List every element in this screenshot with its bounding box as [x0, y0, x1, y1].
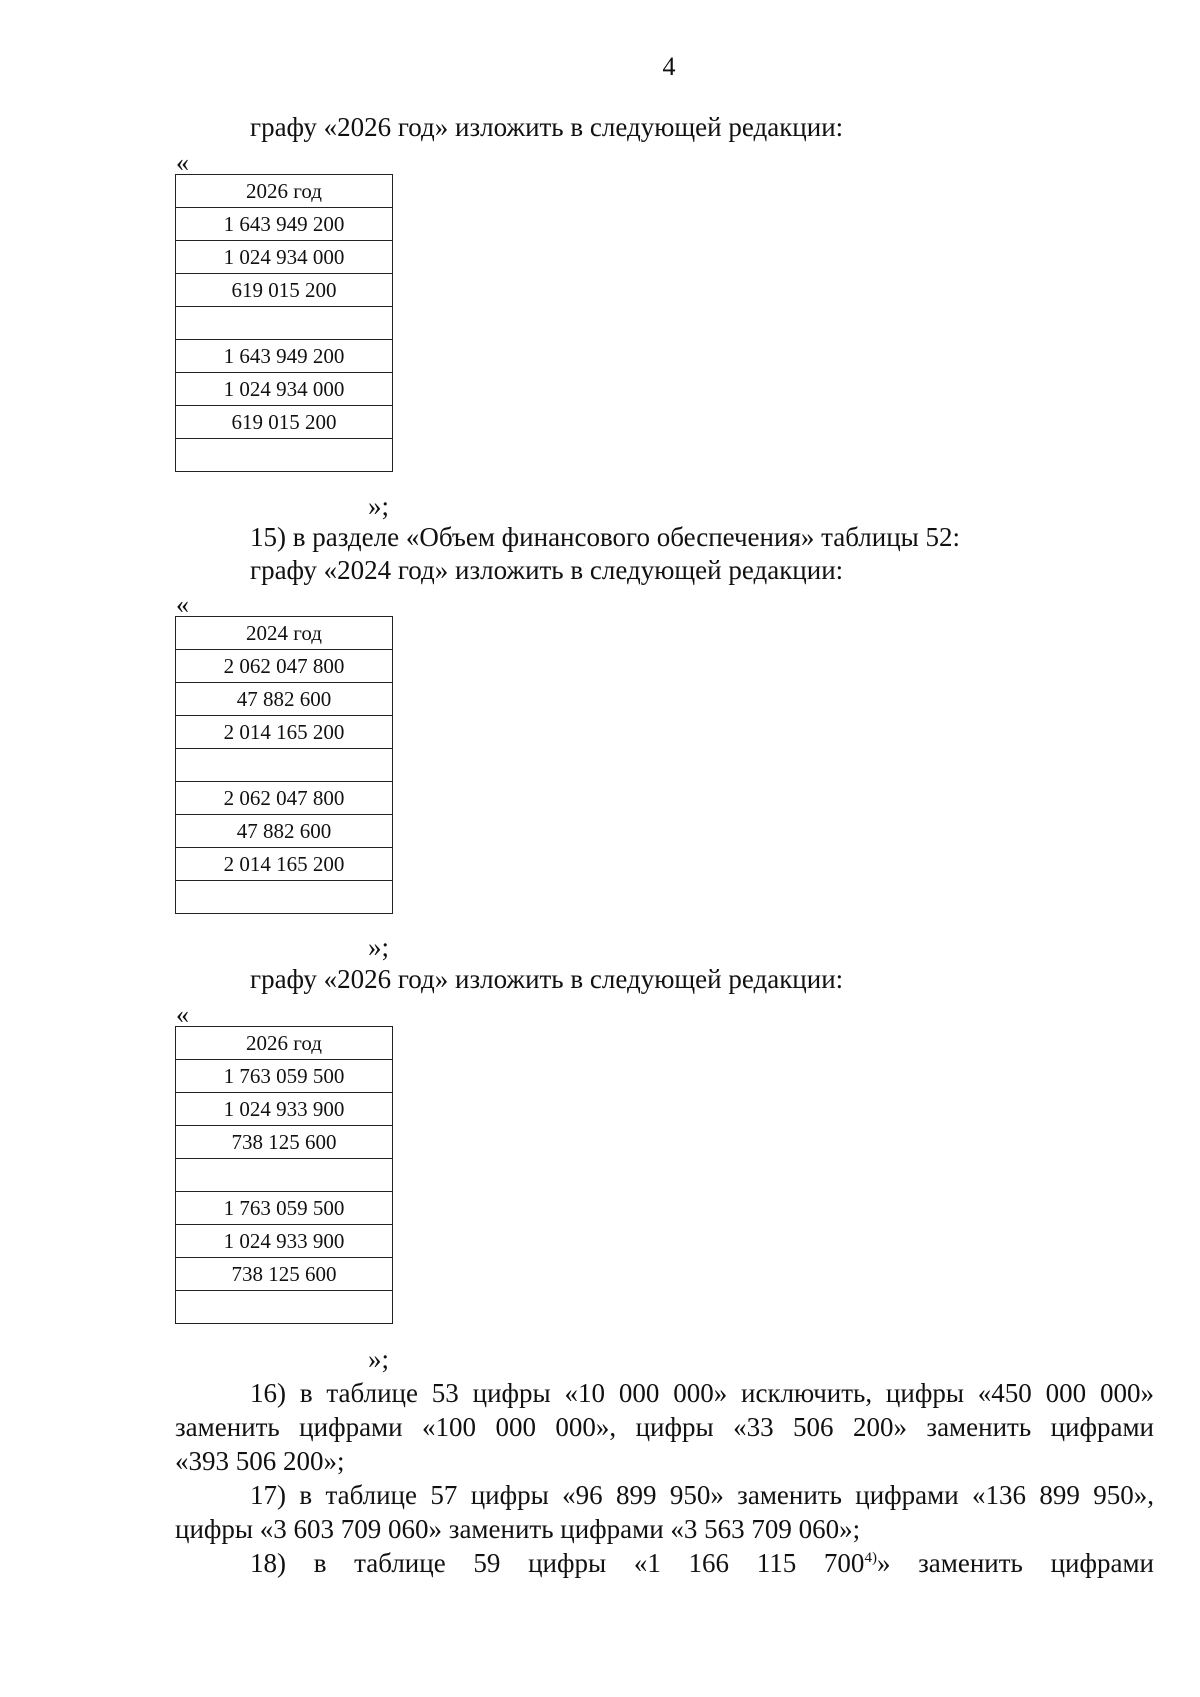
block3-cell: 1 763 059 500 [176, 1060, 393, 1093]
block1-cell [176, 439, 393, 472]
block1-cell: 1 024 934 000 [176, 373, 393, 406]
item18-part1: 18) в таблице 59 цифры «1 166 115 700 [250, 1548, 865, 1578]
item18-footnote-mark: 4) [864, 1550, 877, 1566]
block3-header-cell: 2026 год [176, 1027, 393, 1060]
block2-cell: 2 062 047 800 [176, 782, 393, 815]
block2-cell: 2 014 165 200 [176, 716, 393, 749]
block1-header-cell: 2026 год [176, 175, 393, 208]
block2-cell: 47 882 600 [176, 683, 393, 716]
item17-line2: цифры «3 603 709 060» заменить цифрами «3 563 709 060»; [175, 1514, 861, 1544]
block3-close-quote: »; [368, 1344, 390, 1374]
block1-cell: 1 024 934 000 [176, 241, 393, 274]
block2-cell: 2 062 047 800 [176, 650, 393, 683]
block2-header-cell: 2024 год [176, 617, 393, 650]
block3-cell: 1 024 933 900 [176, 1225, 393, 1258]
block3-cell: 1 024 933 900 [176, 1093, 393, 1126]
item15-line2: графу «2024 год» изложить в следующей редакции: [250, 555, 844, 585]
block1-cell: 1 643 949 200 [176, 340, 393, 373]
block3-cell: 738 125 600 [176, 1258, 393, 1291]
block1-table [175, 174, 393, 472]
block3-table [175, 1026, 393, 1324]
block2-cell: 2 014 165 200 [176, 848, 393, 881]
item18-line [250, 1546, 1154, 1580]
item16-line3: «393 506 200»; [175, 1446, 345, 1476]
block2-cell [176, 881, 393, 914]
block1-open-quote: « [176, 148, 189, 177]
block1-close-quote: »; [368, 491, 390, 521]
block1-cell: 1 643 949 200 [176, 208, 393, 241]
item16-line2: заменить цифрами «100 000 000», цифры «33 506 200» заменить цифрами [175, 1412, 1154, 1442]
block3-cell: 738 125 600 [176, 1126, 393, 1159]
block2-cell [176, 749, 393, 782]
block1-cell: 619 015 200 [176, 274, 393, 307]
block3-cell: 1 763 059 500 [176, 1192, 393, 1225]
block1-cell [176, 307, 393, 340]
item16-line1: 16) в таблице 53 цифры «10 000 000» исключить, цифры «450 000 000» [250, 1378, 1154, 1408]
block1-intro: графу «2026 год» изложить в следующей редакции: [250, 112, 844, 142]
block2-table [175, 616, 393, 914]
block3-intro: графу «2026 год» изложить в следующей редакции: [250, 964, 844, 994]
page-number: 4 [662, 52, 676, 81]
block2-cell: 47 882 600 [176, 815, 393, 848]
item15-line1: 15) в разделе «Объем финансового обеспечения» таблицы 52: [250, 522, 961, 552]
block1-cell: 619 015 200 [176, 406, 393, 439]
block2-close-quote: »; [368, 932, 390, 962]
item17-line1: 17) в таблице 57 цифры «96 899 950» заменить цифрами «136 899 950», [250, 1480, 1154, 1510]
item18-part2: » заменить цифрами [876, 1548, 1154, 1578]
block2-open-quote: « [176, 590, 189, 619]
block3-cell [176, 1291, 393, 1324]
block3-open-quote: « [176, 1000, 189, 1029]
block3-cell [176, 1159, 393, 1192]
